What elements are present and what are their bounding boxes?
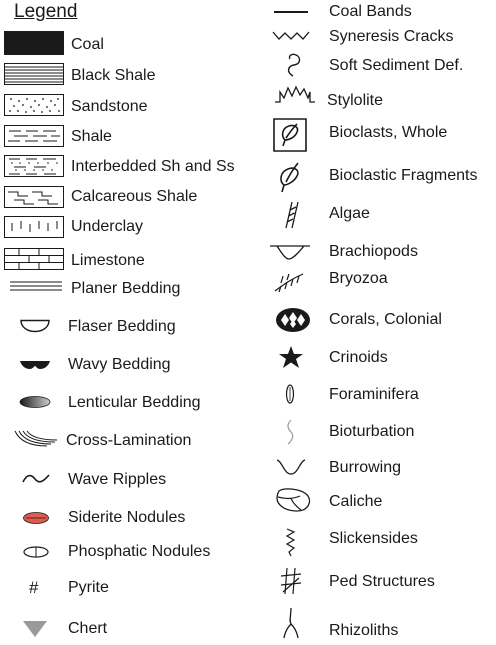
legend-label-stylolite: Stylolite: [327, 92, 384, 109]
legend-label-algae: Algae: [329, 205, 370, 222]
bioclasts-whole-icon: [273, 118, 307, 152]
limestone-icon: [4, 248, 64, 270]
phosphatic-nodules-icon: [22, 545, 50, 559]
calcareous-shale-icon: [4, 186, 64, 208]
syneresis-cracks-icon: [272, 30, 312, 42]
legend-label-flaser-bedding: Flaser Bedding: [68, 318, 176, 335]
legend-label-bioclasts-whole: Bioclasts, Whole: [329, 124, 448, 141]
cross-lamination-icon: [13, 428, 59, 450]
flaser-bedding-icon: [20, 319, 50, 333]
legend-label-underclay: Underclay: [71, 218, 144, 235]
legend-label-syneresis-cracks: Syneresis Cracks: [329, 28, 454, 45]
legend-label-soft-sediment-def: Soft Sediment Def.: [329, 57, 464, 74]
legend-label-lenticular-bedding: Lenticular Bedding: [68, 394, 201, 411]
interbedded-sh-ss-icon: [4, 155, 64, 177]
legend-label-bryozoa: Bryozoa: [329, 270, 388, 287]
legend-label-limestone: Limestone: [71, 252, 145, 269]
legend-label-slickensides: Slickensides: [329, 530, 418, 547]
underclay-icon: [4, 216, 64, 238]
legend-label-coal-bands: Coal Bands: [329, 3, 412, 20]
legend-label-crinoids: Crinoids: [329, 349, 388, 366]
bryozoa-icon: [273, 271, 305, 293]
pyrite-icon: #: [29, 578, 39, 597]
ped-structures-icon: [279, 566, 303, 596]
legend-label-caliche: Caliche: [329, 493, 383, 510]
legend-label-brachiopods: Brachiopods: [329, 243, 418, 260]
legend-label-wave-ripples: Wave Ripples: [68, 471, 167, 488]
caliche-icon: [275, 487, 311, 513]
chert-icon: [22, 620, 48, 638]
legend-label-phosphatic-nodules: Phosphatic Nodules: [68, 543, 211, 560]
legend-label-wavy-bedding: Wavy Bedding: [68, 356, 171, 373]
rhizoliths-icon: [281, 606, 301, 640]
legend-label-siderite-nodules: Siderite Nodules: [68, 509, 186, 526]
bioclastic-fragments-icon: [276, 160, 304, 194]
coal-icon: [4, 31, 64, 55]
stylolite-icon: [274, 84, 316, 106]
slickensides-icon: [284, 527, 298, 557]
brachiopods-icon: [269, 244, 311, 262]
crinoids-icon: [278, 345, 304, 369]
legend-label-black-shale: Black Shale: [71, 67, 156, 84]
legend-label-coal: Coal: [71, 36, 104, 53]
shale-icon: [4, 125, 64, 147]
black-shale-icon: [4, 63, 64, 85]
burrowing-icon: [276, 458, 306, 476]
bioturbation-icon: [283, 418, 297, 446]
legend-label-corals-colonial: Corals, Colonial: [329, 311, 442, 328]
wavy-bedding-icon: [20, 359, 50, 371]
legend-label-bioclastic-fragments: Bioclastic Fragments: [329, 167, 478, 184]
legend-label-rhizoliths: Rhizoliths: [329, 622, 399, 639]
corals-colonial-icon: [275, 307, 311, 333]
soft-sediment-def-icon: [284, 52, 304, 80]
legend-label-bioturbation: Bioturbation: [329, 423, 415, 440]
legend-label-sandstone: Sandstone: [71, 98, 148, 115]
coal-bands-icon: [274, 10, 308, 14]
legend-title: Legend: [14, 1, 78, 22]
legend-label-foraminifera: Foraminifera: [329, 386, 419, 403]
siderite-nodules-icon: [22, 511, 50, 525]
legend-label-pyrite: Pyrite: [68, 579, 109, 596]
legend-label-shale: Shale: [71, 128, 112, 145]
legend-label-calcareous-shale: Calcareous Shale: [71, 188, 198, 205]
planer-bedding-icon: [10, 280, 62, 292]
legend-label-ped-structures: Ped Structures: [329, 573, 435, 590]
legend-label-interbedded-sh-ss: Interbedded Sh and Ss: [71, 158, 235, 175]
algae-icon: [280, 200, 302, 230]
legend-label-chert: Chert: [68, 620, 108, 637]
wave-ripples-icon: [22, 472, 50, 486]
sandstone-icon: [4, 94, 64, 116]
lenticular-bedding-icon: [19, 395, 51, 409]
legend-label-burrowing: Burrowing: [329, 459, 402, 476]
legend-label-planer-bedding: Planer Bedding: [71, 280, 181, 297]
foraminifera-icon: [284, 383, 296, 405]
legend-label-cross-lamination: Cross-Lamination: [66, 432, 192, 449]
